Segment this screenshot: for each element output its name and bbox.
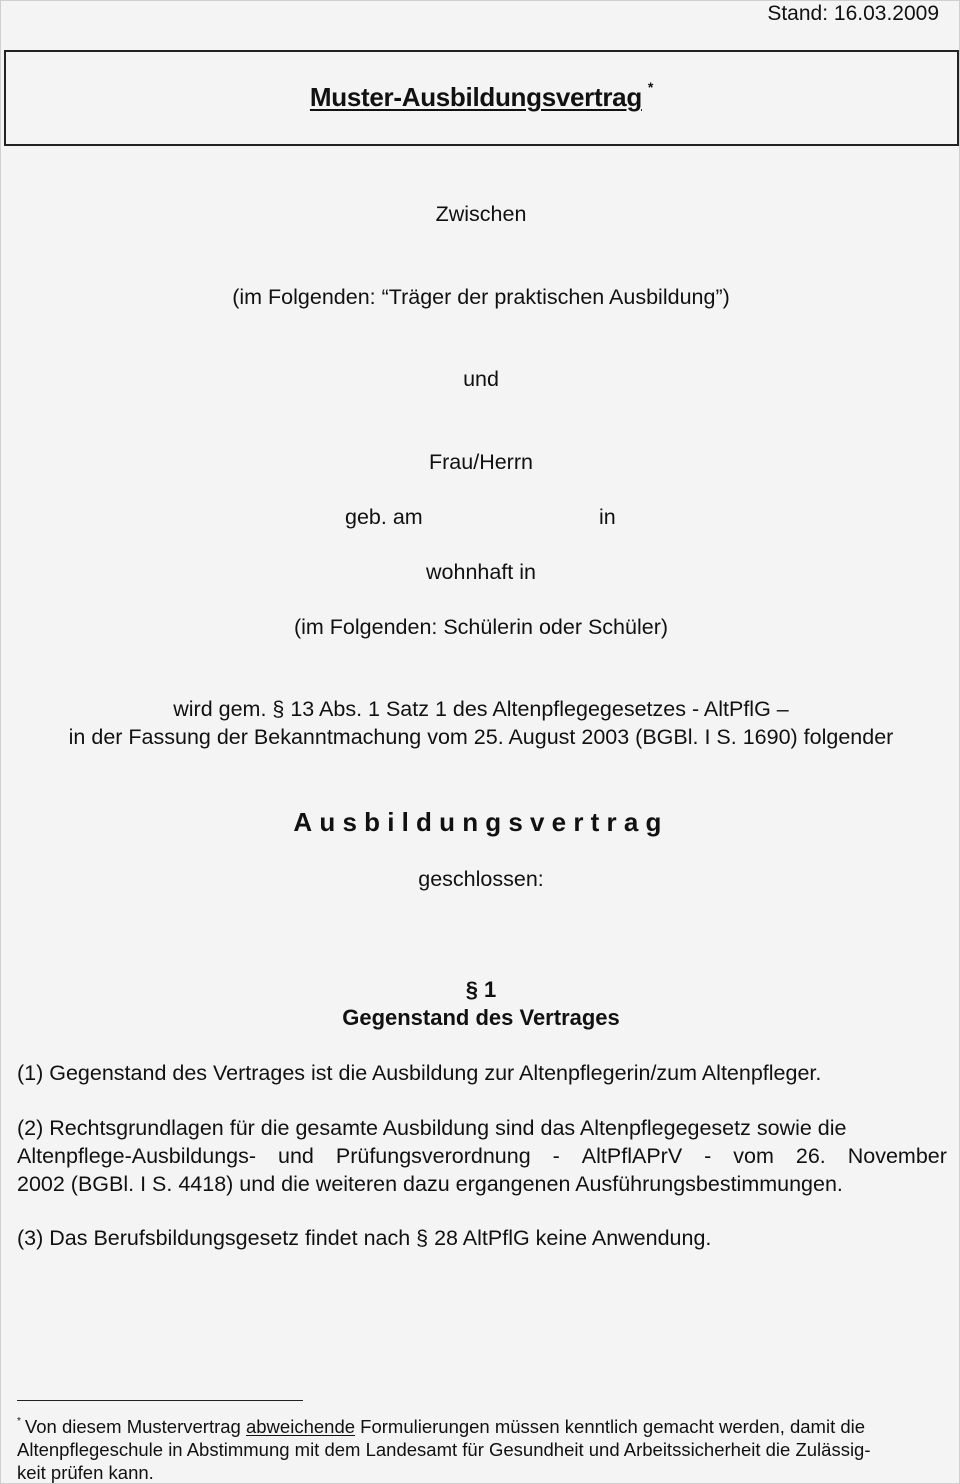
footnote-divider [17,1400,303,1401]
word: November [847,1144,947,1168]
legal-basis-line-2: in der Fassung der Bekanntmachung vom 25. August 2003 (BGBl. I S. 1690) folgender [68,725,894,749]
word: - [552,1144,560,1168]
section-1-paragraph-3 [17,1224,947,1252]
section-1-title: Gegenstand des Vertrages [342,1005,620,1030]
word: AltPflAPrV [581,1144,683,1168]
document-title [6,79,957,113]
section-1-paragraph-1 [17,1059,947,1087]
residence-label: wohnhaft in [426,560,536,584]
paragraph-1-text: (1) Gegenstand des Vertrages ist die Ausbildung zur Altenpflegerin/zum Altenpfleger. [17,1061,822,1085]
legal-basis-line-1: wird gem. § 13 Abs. 1 Satz 1 des Altenpflegegesetzes - AltPflG – [173,697,789,721]
birth-date-label: geb. am [345,505,423,529]
paragraph-3-text: (3) Das Berufsbildungsgesetz findet nach § 28 AltPflG keine Anwendung. [17,1226,712,1250]
footnote-line-2: Altenpflegeschule in Abstimmung mit dem Landesamt für Gesundheit und Arbeitssicherheit die Zulässig- [17,1439,871,1461]
paragraph-2-line-2 [17,1142,947,1170]
parties-und: und [463,367,499,391]
section-1-paragraph-2 [17,1114,947,1198]
birth-place-label: in [599,505,616,529]
title-footnote-mark: * [647,79,654,96]
parties-zwischen: Zwischen [435,202,527,226]
paragraph-2-line-1: (2) Rechtsgrundlagen für die gesamte Ausbildung sind das Altenpflegegesetz sowie die [17,1116,847,1140]
paragraph-2-line-3: 2002 (BGBl. I S. 4418) und die weiteren dazu ergangenen Ausführungsbestimmungen. [17,1172,843,1196]
word: und [278,1144,314,1168]
footnote [17,1412,939,1484]
parties-schueler-note: (im Folgenden: Schülerin oder Schüler) [293,615,669,639]
contract-heading: Ausbildungsvertrag [293,807,669,837]
word: - [704,1144,712,1168]
footnote-line-1 [17,1412,939,1438]
title-box [4,50,959,146]
footnote-mark: * [17,1416,21,1427]
section-1-number: § 1 [465,977,497,1002]
word: 26. [795,1144,826,1168]
footnote-line-3: keit prüfen kann. [17,1462,154,1484]
document-title-text: Muster-Ausbildungsvertrag [309,82,642,112]
word: Prüfungsverordnung [335,1144,531,1168]
footnote-text: Von diesem Mustervertrag [24,1416,246,1438]
word: Altenpflege-Ausbildungs- [17,1144,257,1168]
parties-traeger-note: (im Folgenden: “Träger der praktischen Ausbildung”) [232,285,730,309]
document-date: Stand: 16.03.2009 [767,2,939,25]
footnote-text: Formulierungen müssen kenntlich gemacht werden, damit die [355,1416,866,1438]
word: vom [733,1144,774,1168]
parties-frau-herrn: Frau/Herrn [429,450,533,474]
footnote-underlined-word: abweichende [245,1416,356,1438]
contract-concluded: geschlossen: [418,867,544,891]
